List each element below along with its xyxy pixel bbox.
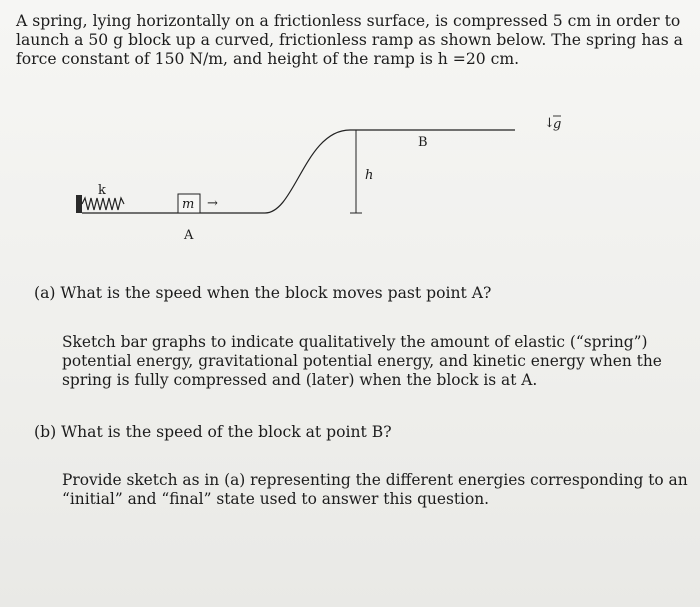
ramp-curve: [265, 130, 350, 213]
part-a-line-3: spring is fully compressed and (later) when the block is at A.: [62, 371, 538, 389]
spring-coil: [82, 198, 124, 210]
spring-ramp-diagram: [60, 110, 620, 250]
part-b-question: (b) What is the speed of the block at point B?: [34, 423, 392, 441]
velocity-arrow: →: [207, 196, 218, 211]
wall-block: [76, 195, 82, 213]
spring-label: k: [98, 183, 106, 198]
mass-label: m: [182, 197, 195, 212]
gravity-label: g: [553, 117, 562, 132]
part-a-line-2: potential energy, gravitational potential energy, and kinetic energy when the: [62, 352, 662, 370]
problem-line-3: force constant of 150 N/m, and height of the ramp is h =20 cm.: [16, 50, 520, 68]
problem-statement: [16, 12, 683, 69]
part-b-line-1: Provide sketch as in (a) representing the different energies corresponding to an: [62, 471, 688, 489]
problem-line-2: launch a 50 g block up a curved, frictionless ramp as shown below. The spring has a: [16, 31, 683, 49]
part-a-line-1: Sketch bar graphs to indicate qualitatively the amount of elastic (“spring”): [62, 333, 648, 351]
point-a-label: A: [184, 228, 194, 243]
part-b-instructions: [62, 471, 688, 509]
diagram-svg: [60, 110, 620, 250]
gravity-arrow-icon: ↓: [544, 116, 555, 131]
problem-line-1: A spring, lying horizontally on a frictionless surface, is compressed 5 cm in order to: [16, 12, 681, 30]
point-b-label: B: [418, 135, 428, 150]
part-b-line-2: “initial” and “final” state used to answer this question.: [62, 490, 490, 508]
part-a-question: (a) What is the speed when the block moves past point A?: [34, 284, 492, 302]
part-a-instructions: [62, 333, 662, 390]
height-label: h: [365, 168, 374, 183]
